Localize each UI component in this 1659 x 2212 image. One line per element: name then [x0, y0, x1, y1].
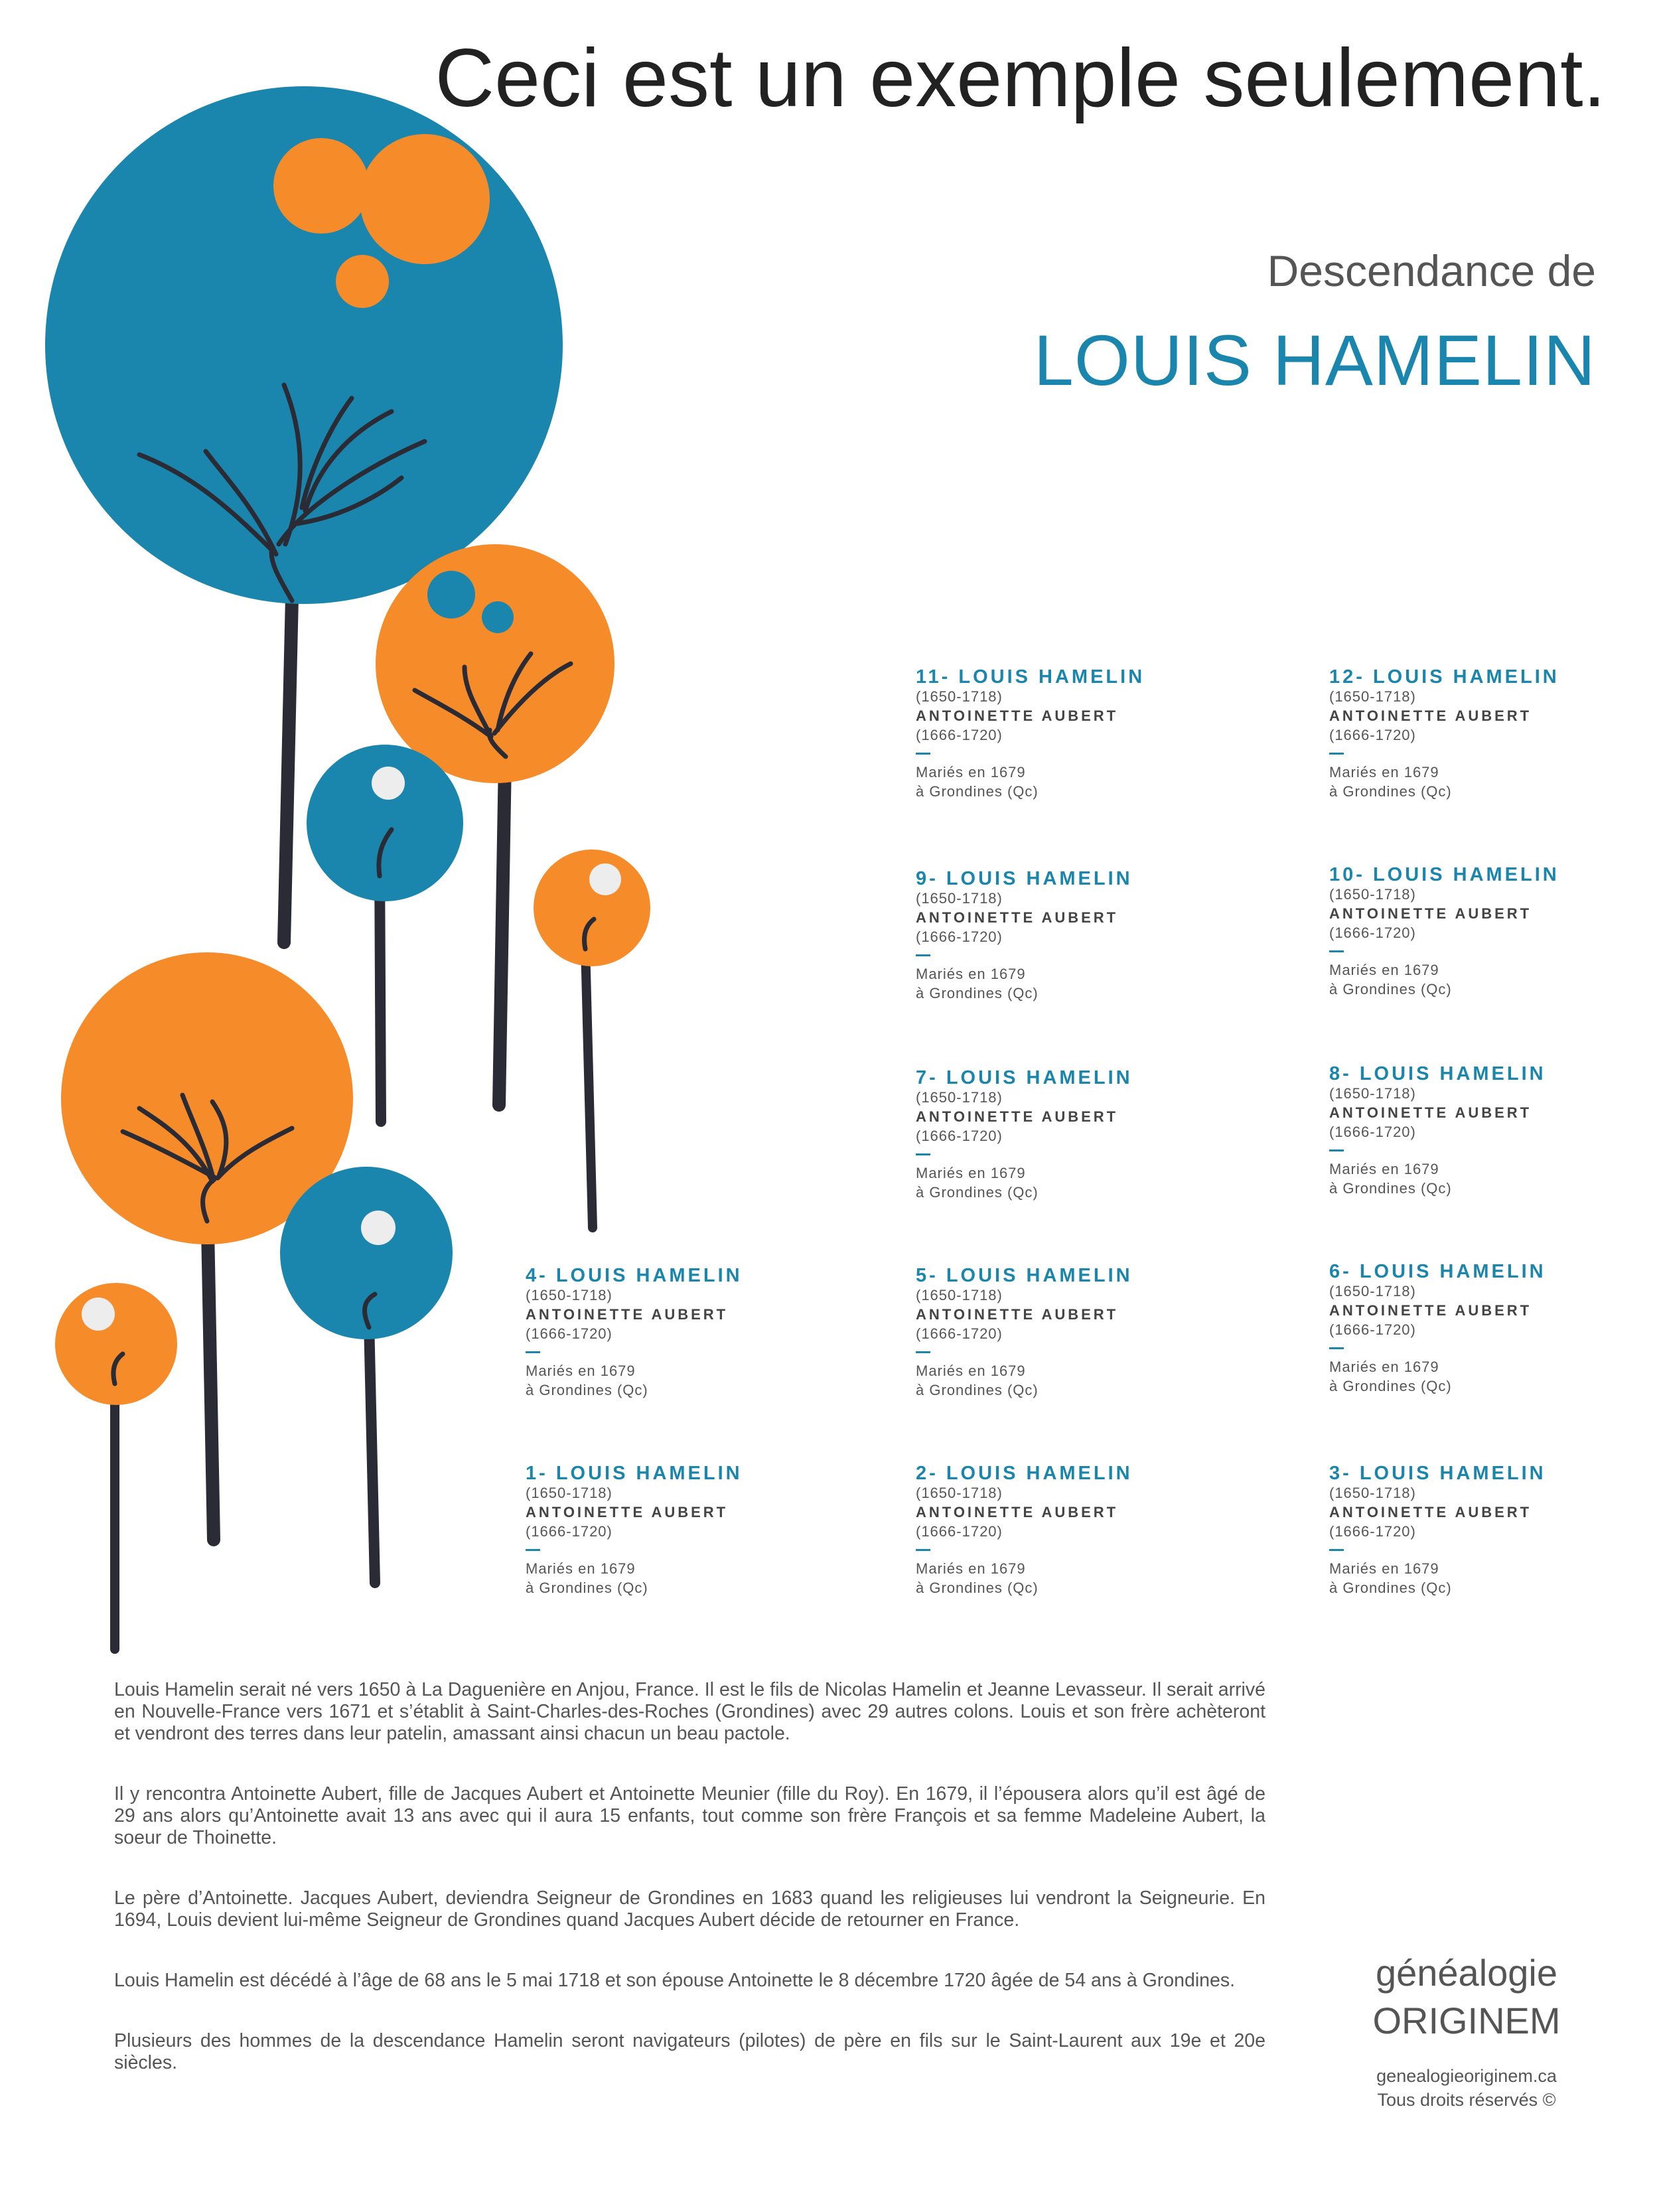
entry-dates: (1650-1718) [526, 1485, 613, 1501]
entry-dates: (1650-1718) [916, 1089, 1003, 1106]
biography-paragraph: Le père d’Antoinette. Jacques Aubert, deviendra Seigneur de Grondines en 1683 quand les religieuses lui vendront la Seigneurie. En 1694, Louis devient lui-même Seigneur de Grondines quand Jacques Aubert décide de retourner en France. [114, 1887, 1265, 1931]
biography-paragraph: Plusieurs des hommes de la descendance Hamelin seront navigateurs (pilotes) de père en fils sur le Saint-Laurent aux 19e et 20e siècles. [114, 2030, 1265, 2073]
fruit-white [82, 1297, 115, 1331]
generation-entry [1329, 865, 1621, 999]
entry-married: Mariés en 1679 [916, 966, 1026, 982]
entry-place: à Grondines (Qc) [916, 1382, 1039, 1398]
entry-divider [1329, 1149, 1344, 1151]
entry-spouse-dates: (1666-1720) [916, 928, 1003, 945]
generation-entry [916, 668, 1208, 801]
entry-spouse-dates: (1666-1720) [526, 1325, 613, 1342]
entry-place: à Grondines (Qc) [916, 783, 1039, 800]
entry-married: Mariés en 1679 [1329, 1161, 1439, 1177]
entry-married: Mariés en 1679 [916, 1560, 1026, 1577]
tree-canopy-orange [55, 1283, 177, 1405]
entry-place: à Grondines (Qc) [526, 1382, 648, 1398]
entry-spouse: ANTOINETTE AUBERT [916, 1108, 1119, 1125]
entry-spouse: ANTOINETTE AUBERT [526, 1504, 729, 1520]
fruit-blue [482, 601, 514, 633]
entry-divider [916, 753, 930, 755]
entry-name: 1- LOUIS HAMELIN [526, 1463, 743, 1484]
entry-divider [526, 1549, 540, 1551]
entry-divider [916, 1351, 930, 1353]
fruit-white [372, 767, 405, 800]
entry-spouse-dates: (1666-1720) [916, 727, 1003, 743]
entry-place: à Grondines (Qc) [916, 1580, 1039, 1596]
entry-name: 5- LOUIS HAMELIN [916, 1265, 1133, 1286]
entry-married: Mariés en 1679 [916, 1363, 1026, 1379]
entry-married: Mariés en 1679 [1329, 764, 1439, 780]
biography-paragraph: Il y rencontra Antoinette Aubert, fille de Jacques Aubert et Antoinette Meunier (fille du Roy). En 1679, il l’épousera alors qu’il est âgé de 29 ans alors qu’Antoinette avait 13 ans avec qui il aura 15 enfants, tout comme son frère François et sa femme Madeleine Aubert, la soeur de Thoinette. [114, 1783, 1265, 1848]
entry-place: à Grondines (Qc) [1329, 783, 1452, 800]
entry-divider [1329, 950, 1344, 952]
entry-divider [1329, 753, 1344, 755]
fruit-white [361, 1211, 396, 1245]
entry-dates: (1650-1718) [1329, 1283, 1416, 1299]
entry-spouse-dates: (1666-1720) [916, 1128, 1003, 1144]
entry-dates: (1650-1718) [916, 688, 1003, 705]
entry-spouse: ANTOINETTE AUBERT [916, 707, 1119, 724]
generation-entry [1329, 668, 1621, 801]
entry-spouse-dates: (1666-1720) [916, 1325, 1003, 1342]
generation-entry [1329, 1262, 1621, 1396]
entry-married: Mariés en 1679 [1329, 1560, 1439, 1577]
entry-spouse: ANTOINETTE AUBERT [1329, 707, 1532, 724]
entry-divider [916, 1549, 930, 1551]
entry-dates: (1650-1718) [1329, 688, 1416, 705]
entry-spouse-dates: (1666-1720) [1329, 1124, 1416, 1140]
page-title: LOUIS HAMELIN [1033, 320, 1596, 400]
brand-footer [1331, 2064, 1603, 2112]
entry-place: à Grondines (Qc) [916, 1184, 1039, 1201]
entry-dates: (1650-1718) [1329, 886, 1416, 903]
entry-spouse: ANTOINETTE AUBERT [1329, 1504, 1532, 1520]
copyright-notice: Tous droits réservés © [1377, 2090, 1556, 2110]
entry-married: Mariés en 1679 [526, 1560, 636, 1577]
entry-divider [916, 1153, 930, 1155]
tree-trunk [284, 597, 292, 942]
entry-divider [1329, 1549, 1344, 1551]
entry-place: à Grondines (Qc) [1329, 1378, 1452, 1394]
entry-divider [526, 1351, 540, 1353]
entry-place: à Grondines (Qc) [1329, 1180, 1452, 1197]
tree-trunk [369, 1321, 375, 1583]
entry-spouse: ANTOINETTE AUBERT [916, 1504, 1119, 1520]
brand-name-line1: généalogie [1375, 1952, 1558, 1994]
entry-name: 12- LOUIS HAMELIN [1329, 666, 1559, 688]
biography-paragraph: Louis Hamelin serait né vers 1650 à La Daguenière en Anjou, France. Il est le fils de Nicolas Hamelin et Jeanne Levasseur. Il serait arrivé en Nouvelle-France vers 1671 et s’établit à Saint-Charles-des-Roches (Grondines) avec 29 autres colons. Louis et son frère achèteront et vendront des terres dans leur patelin, amassant ainsi chacun un beau pactole. [114, 1679, 1265, 1744]
descendance-subtitle: Descendance de [1267, 246, 1596, 295]
tree-trunk [207, 1195, 214, 1540]
entry-married: Mariés en 1679 [916, 764, 1026, 780]
fruit-orange [360, 134, 490, 264]
entry-divider [916, 954, 930, 956]
entry-spouse-dates: (1666-1720) [1329, 924, 1416, 941]
entry-spouse: ANTOINETTE AUBERT [916, 1306, 1119, 1323]
entry-spouse-dates: (1666-1720) [526, 1523, 613, 1540]
generation-entry [916, 1464, 1208, 1597]
entry-divider [1329, 1347, 1344, 1349]
entry-name: 9- LOUIS HAMELIN [916, 868, 1133, 889]
entry-spouse-dates: (1666-1720) [1329, 727, 1416, 743]
entry-name: 7- LOUIS HAMELIN [916, 1067, 1133, 1088]
entry-dates: (1650-1718) [526, 1287, 613, 1303]
entry-married: Mariés en 1679 [916, 1165, 1026, 1181]
biography-text [114, 1679, 1265, 2112]
generation-entry [1329, 1464, 1621, 1597]
entry-name: 3- LOUIS HAMELIN [1329, 1463, 1546, 1484]
fruit-blue [427, 571, 475, 619]
entry-name: 6- LOUIS HAMELIN [1329, 1261, 1546, 1282]
entry-dates: (1650-1718) [916, 1287, 1003, 1303]
entry-name: 4- LOUIS HAMELIN [526, 1265, 743, 1286]
biography-paragraph: Louis Hamelin est décédé à l’âge de 68 ans le 5 mai 1718 et son épouse Antoinette le 8 décembre 1720 âgée de 54 ans à Grondines. [114, 1970, 1236, 1991]
entry-spouse: ANTOINETTE AUBERT [526, 1306, 729, 1323]
tree-canopy-orange [534, 849, 650, 966]
entry-spouse: ANTOINETTE AUBERT [1329, 1104, 1532, 1121]
entry-married: Mariés en 1679 [526, 1363, 636, 1379]
generation-entry [526, 1464, 818, 1597]
entry-place: à Grondines (Qc) [1329, 981, 1452, 997]
generation-entry [916, 1266, 1208, 1400]
entry-name: 2- LOUIS HAMELIN [916, 1463, 1133, 1484]
generation-entry [1329, 1065, 1621, 1198]
decorative-tree-illustration [0, 0, 664, 1659]
fruit-orange [336, 255, 389, 308]
fruit-white [589, 863, 621, 895]
entry-name: 10- LOUIS HAMELIN [1329, 864, 1559, 885]
fruit-orange [273, 138, 369, 234]
entry-dates: (1650-1718) [916, 1485, 1003, 1501]
entry-spouse: ANTOINETTE AUBERT [1329, 1302, 1532, 1319]
website-link[interactable]: genealogieoriginem.ca [1376, 2066, 1557, 2086]
entry-dates: (1650-1718) [1329, 1085, 1416, 1102]
generation-entry [526, 1266, 818, 1400]
entry-name: 8- LOUIS HAMELIN [1329, 1063, 1546, 1084]
tree-trunk [585, 946, 593, 1228]
sample-watermark: Ceci est un exemple seulement. [435, 33, 1606, 124]
entry-spouse-dates: (1666-1720) [1329, 1523, 1416, 1540]
entry-dates: (1650-1718) [1329, 1485, 1416, 1501]
brand-name-line2: ORIGINEM [1372, 2000, 1561, 2041]
entry-place: à Grondines (Qc) [1329, 1580, 1452, 1596]
entry-spouse: ANTOINETTE AUBERT [1329, 905, 1532, 922]
entry-spouse-dates: (1666-1720) [1329, 1321, 1416, 1338]
entry-dates: (1650-1718) [916, 890, 1003, 907]
generation-entry [916, 1069, 1208, 1202]
entry-spouse-dates: (1666-1720) [916, 1523, 1003, 1540]
entry-married: Mariés en 1679 [1329, 962, 1439, 978]
entry-name: 11- LOUIS HAMELIN [916, 666, 1145, 688]
entry-place: à Grondines (Qc) [916, 985, 1039, 1001]
entry-place: à Grondines (Qc) [526, 1580, 648, 1596]
generation-entry [916, 869, 1208, 1003]
entry-spouse: ANTOINETTE AUBERT [916, 909, 1119, 926]
entry-married: Mariés en 1679 [1329, 1359, 1439, 1375]
